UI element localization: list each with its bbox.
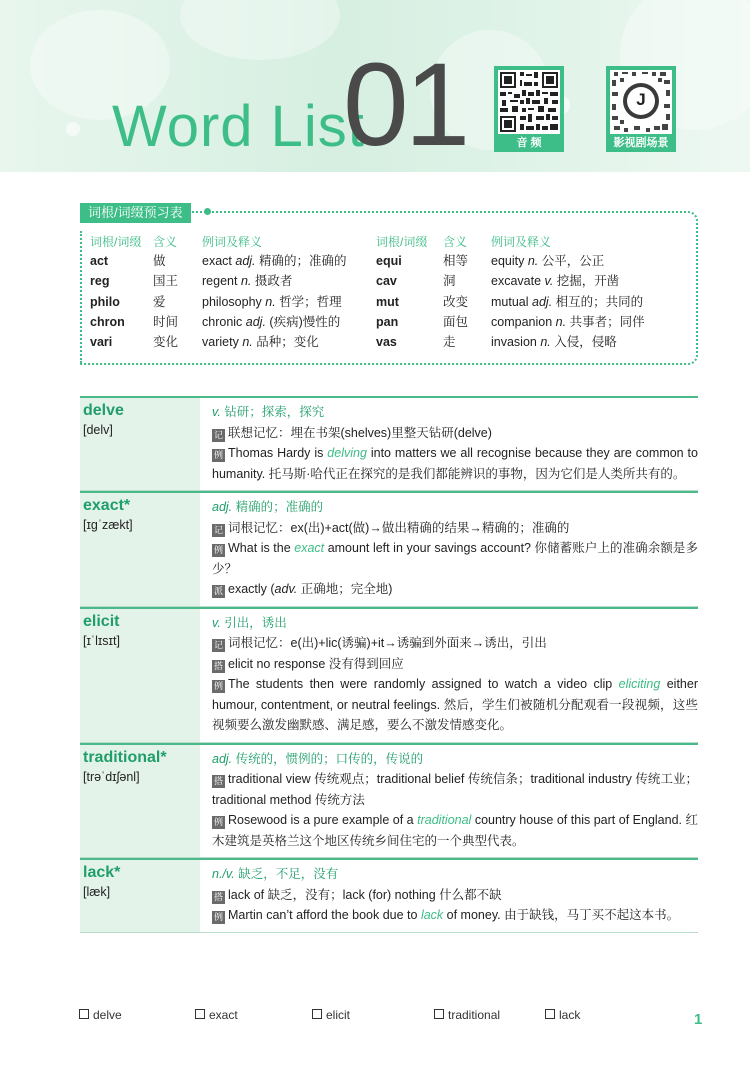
- preview-example: chronic adj. (疾病)慢性的: [202, 314, 341, 329]
- phonetic: [trəˈdɪʃənl]: [83, 769, 140, 784]
- page-number: 1: [694, 1011, 703, 1028]
- preview-header-example: 例词及释义: [202, 235, 263, 249]
- page-title-word: Word List: [112, 94, 365, 159]
- memory-tip: 记 词根记忆：e(出)+lic(诱骗)+it→诱骗到外面来→诱出，引出: [213, 636, 547, 650]
- qr-audio[interactable]: [494, 66, 564, 152]
- derived-word: 派 exactly (adv. 正确地；完全地): [213, 582, 393, 596]
- preview-meaning: 时间: [153, 314, 179, 329]
- qr-code-icon: [498, 70, 560, 134]
- headword: lack*: [83, 864, 121, 881]
- example-sentence: 例 Thomas Hardy is delving into matters we all recognise because they are common to humanity. 托马斯·哈代正在探究的是我们都能辨识的事物，因为它们是人类所共有的。: [212, 446, 698, 481]
- entry-word-column: [80, 745, 200, 858]
- checkbox-icon: [312, 1009, 322, 1019]
- preview-root: vari: [90, 335, 113, 350]
- entry-elicit: [80, 607, 698, 743]
- root-preview-tag: 词根/词缀预习表: [80, 203, 191, 223]
- collocation: 搭 elicit no response 没有得到回应: [213, 656, 404, 671]
- checklist-item-traditional[interactable]: traditional: [434, 1008, 500, 1022]
- entry-word-column: [80, 398, 200, 490]
- phonetic: [ɪɡˈzækt]: [83, 518, 133, 532]
- entry-delve: [80, 396, 698, 491]
- preview-header-meaning: 含义: [443, 235, 468, 249]
- preview-meaning: 洞: [443, 274, 456, 289]
- preview-header-example: 例词及释义: [491, 235, 552, 249]
- example-marker-icon: 例: [213, 912, 223, 922]
- preview-meaning: 爱: [153, 294, 166, 309]
- preview-example: invasion n. 入侵，侵略: [491, 335, 617, 350]
- entry-word-column: [80, 493, 200, 606]
- checkbox-icon: [79, 1009, 89, 1019]
- qr-video[interactable]: [606, 66, 676, 152]
- collocation-marker-icon: 搭: [213, 660, 223, 671]
- preview-example: equity n. 公平，公正: [491, 254, 605, 268]
- preview-example: exact adj. 精确的；准确的: [202, 254, 347, 268]
- example-sentence: 例 Martin can’t afford the book due to lack of money. 由于缺钱，马丁买不起这本书。: [213, 908, 680, 922]
- preview-meaning: 国王: [153, 274, 179, 289]
- example-marker-icon: 例: [213, 681, 223, 691]
- checkbox-icon: [195, 1009, 205, 1019]
- preview-header-root: 词根/词缀: [376, 235, 428, 249]
- preview-meaning: 相等: [443, 254, 469, 268]
- memory-tip: 记 词根记忆：ex(出)+act(做)→做出精确的结果→精确的；准确的: [213, 520, 570, 535]
- preview-root: equi: [376, 254, 402, 268]
- checkbox-icon: [545, 1009, 555, 1019]
- headword: delve: [83, 402, 124, 419]
- page-header: [0, 0, 750, 172]
- preview-root: cav: [376, 274, 397, 289]
- example-marker-icon: 例: [213, 545, 223, 555]
- preview-example: mutual adj. 相互的；共同的: [491, 294, 644, 309]
- preview-example: regent n. 摄政者: [202, 274, 293, 289]
- memory-marker-icon: 记: [213, 524, 223, 535]
- preview-root: philo: [90, 294, 120, 309]
- preview-root: chron: [90, 314, 125, 329]
- example-sentence: 例 Rosewood is a pure example of a traditional country house of this part of England. 红木建筑是英格兰这个地区传统乡间住宅的一个典型代表。: [212, 813, 698, 848]
- checklist-item-exact[interactable]: exact: [195, 1008, 238, 1022]
- preview-header-meaning: 含义: [153, 235, 178, 249]
- preview-root: reg: [90, 274, 110, 289]
- headword: elicit: [83, 612, 120, 630]
- preview-meaning: 改变: [443, 294, 469, 309]
- preview-meaning: 面包: [443, 314, 469, 329]
- qr-video-badge: J: [636, 90, 646, 109]
- preview-header-root: 词根/词缀: [90, 235, 142, 249]
- collocation-marker-icon: 搭: [213, 776, 223, 786]
- preview-root: mut: [376, 294, 399, 309]
- entry-word-column: [80, 609, 200, 742]
- collocation-marker-icon: 搭: [213, 891, 223, 902]
- phonetic: [ɪˈlɪsɪt]: [83, 633, 120, 648]
- headword: exact*: [83, 497, 131, 514]
- definition: n./v. 缺乏，不足，没有: [212, 867, 339, 881]
- preview-root: pan: [376, 314, 399, 329]
- collocation: 搭 traditional view 传统观点；traditional belief 传统信条；traditional industry 传统工业；traditional method 传统方法: [212, 772, 698, 807]
- preview-example: philosophy n. 哲学；哲理: [202, 294, 342, 309]
- preview-root: act: [90, 254, 109, 268]
- definition: adj. 精确的；准确的: [212, 500, 324, 514]
- checklist-item-lack[interactable]: lack: [545, 1008, 580, 1022]
- example-sentence: 例 What is the exact amount left in your savings account? 你储蓄账户上的准确余额是多少？: [212, 541, 699, 576]
- qr-audio-label: 音 频: [516, 137, 542, 149]
- derived-marker-icon: 派: [213, 586, 223, 596]
- word-entries: [80, 396, 698, 933]
- entry-traditional: [80, 743, 698, 859]
- example-marker-icon: 例: [213, 817, 223, 827]
- qr-code-icon: [610, 70, 672, 134]
- preview-meaning: 走: [443, 335, 456, 350]
- preview-meaning: 变化: [153, 335, 179, 350]
- checklist-item-delve[interactable]: delve: [79, 1008, 122, 1022]
- preview-root: vas: [376, 335, 397, 350]
- phonetic: [læk]: [83, 885, 111, 899]
- definition: v. 钻研；探索，探究: [212, 405, 325, 419]
- phonetic: [delv]: [83, 423, 113, 437]
- checklist-item-elicit[interactable]: elicit: [312, 1008, 350, 1022]
- memory-marker-icon: 记: [213, 640, 223, 650]
- memory-tip: 记 联想记忆：埋在书架(shelves)里整天钻研(delve): [213, 425, 492, 440]
- definition: v. 引出，诱出: [212, 615, 287, 630]
- preview-example: companion n. 共事者；同伴: [491, 314, 645, 329]
- example-sentence: 例 The students then were randomly assigned to watch a video clip eliciting either humour, contentment, or neutral feelings. 然后，学生们被随机分配观看一段视频，这些视频要么激发幽默感、满足感，要么不激发情感变化。: [212, 677, 698, 732]
- preview-example: variety n. 品种；变化: [202, 335, 319, 350]
- example-marker-icon: 例: [213, 450, 223, 460]
- entry-exact: [80, 491, 698, 607]
- qr-video-label: 影视剧场景: [613, 137, 669, 149]
- entry-lack: [80, 858, 698, 933]
- page-title-number: 01: [343, 39, 467, 171]
- entry-word-column: [80, 860, 200, 932]
- headword: traditional*: [83, 748, 167, 766]
- memory-marker-icon: 记: [213, 429, 223, 440]
- definition: adj. 传统的，惯例的；口传的，传说的: [212, 751, 424, 766]
- preview-example: excavate v. 挖掘，开凿: [491, 274, 620, 289]
- checkbox-icon: [434, 1009, 444, 1019]
- collocation: 搭 lack of 缺乏，没有；lack (for) nothing 什么都不缺: [213, 887, 502, 902]
- preview-meaning: 做: [153, 254, 166, 268]
